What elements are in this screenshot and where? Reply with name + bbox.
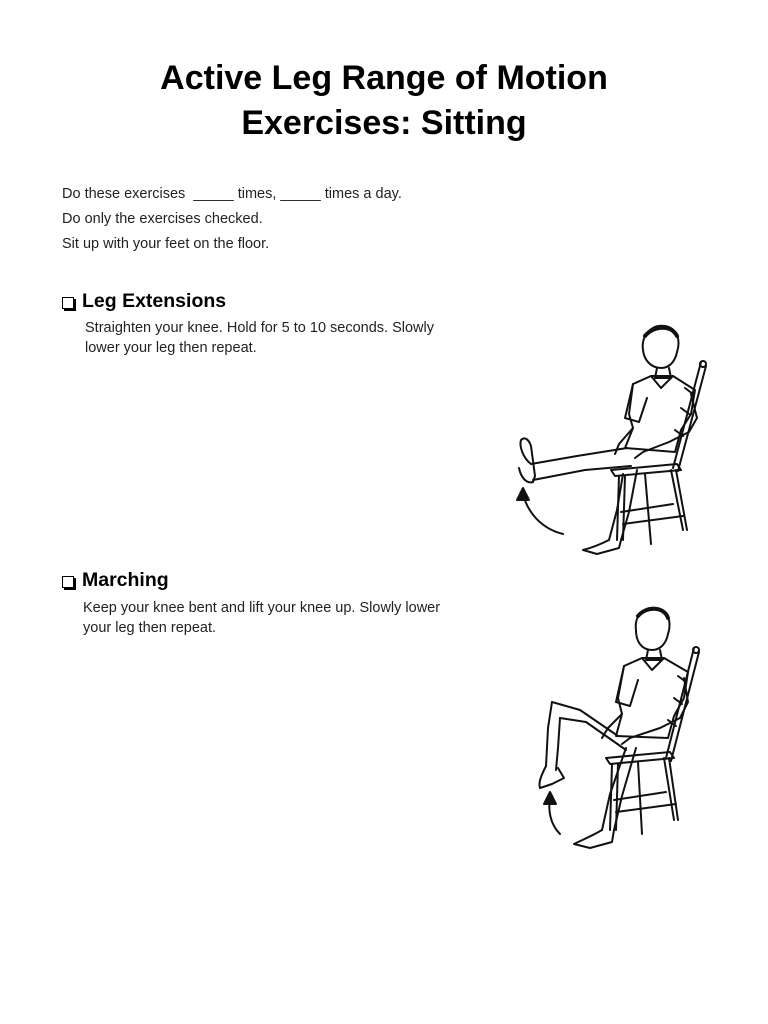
intro-line-2: Do only the exercises checked. <box>62 211 263 227</box>
page-title <box>0 56 768 146</box>
intro-line-3: Sit up with your feet on the floor. <box>62 236 270 252</box>
checkbox-icon[interactable] <box>62 576 74 588</box>
section-text-leg-extensions: Straighten your knee. Hold for 5 to 10 seconds. Slowly lower your leg then repeat. <box>85 320 434 356</box>
section-heading-marching <box>62 569 169 592</box>
leg-extension-illustration <box>505 318 715 558</box>
section-text-marching: Keep your knee bent and lift your knee up. Slowly lower your leg then repeat. <box>83 600 441 636</box>
marching-illustration <box>530 598 710 854</box>
section-title-leg-extensions: Leg Extensions <box>82 290 227 312</box>
section-heading-leg-extensions <box>62 290 226 313</box>
title-line-1: Active Leg Range of Motion <box>160 59 608 97</box>
intro-line-1: Do these exercises _____ times, _____ times a day. <box>62 186 402 202</box>
title-line-2: Exercises: Sitting <box>241 104 527 142</box>
checkbox-icon[interactable] <box>62 297 74 309</box>
section-title-marching: Marching <box>82 569 169 591</box>
intro-instructions <box>62 182 402 257</box>
